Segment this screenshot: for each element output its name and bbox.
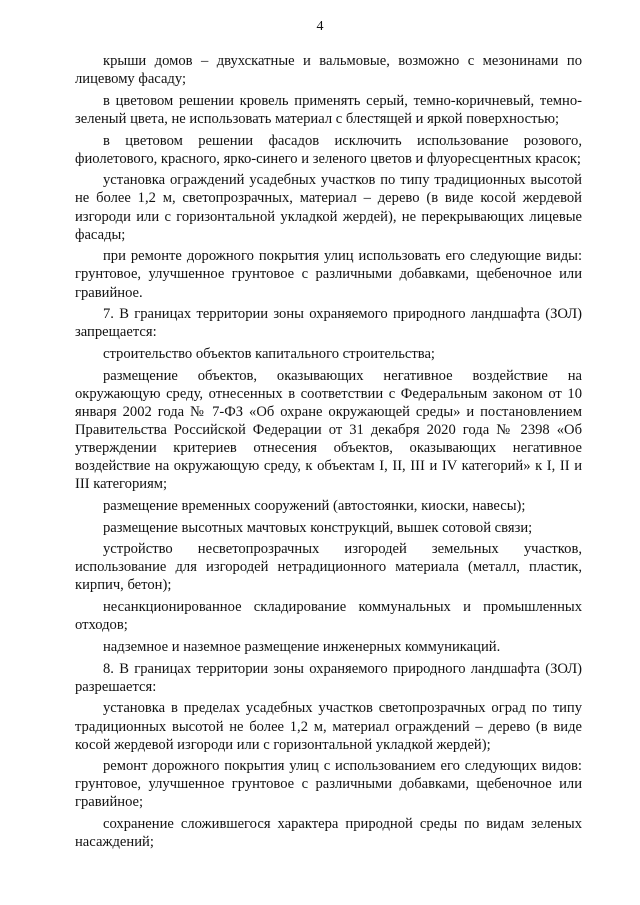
list-item-mast-structures: размещение высотных мачтовых конструкций, вышек сотовой связи; [103,519,533,536]
paragraph-road-repair: при ремонте дорожного покрытия улиц использовать его следующие виды: грунтовое, улучшенное грунтовое с различными добавками, щебеночное или гравийное. [75,248,582,301]
list-item-road-repair-allowed: ремонт дорожного покрытия улиц с использованием его следующих видов: грунтовое, улучшенное грунтовое с различными добавками, щебеночное или гравийное; [75,758,582,811]
list-item-green-spaces: сохранение сложившегося характера природной среды по видам зеленых насаждений; [75,816,582,851]
list-item-capital-construction: строительство объектов капитального строительства; [103,345,435,362]
section-7-heading: 7. В границах территории зоны охраняемого природного ландшафта (ЗОЛ) запрещается: [75,306,582,341]
list-item-temporary-structures: размещение временных сооружений (автостоянки, киоски, навесы); [103,497,526,514]
list-item-opaque-fences: устройство несветопрозрачных изгородей земельных участков, использование для изгородей нетрадиционного материала (металл, пластик, кирпич, бетон); [75,541,582,594]
paragraph-roof-shape: крыши домов – двухскатные и вальмовые, возможно с мезонинами по лицевому фасаду; [75,53,582,88]
list-item-transparent-fences: установка в пределах усадебных участков светопрозрачных оград по типу традиционных высотой не более 1,2 м, материал ограждений – дерево (в виде косой жердевой изгороди или с горизонтальной укладкой жердей); [75,700,582,753]
paragraph-fences: установка ограждений усадебных участков по типу традиционных высотой не более 1,2 м, светопрозрачных, материал – дерево (в виде косой жердевой изгороди или с горизонтальной укладкой жердей), не перекрывающих лицевые фасады; [75,172,582,243]
section-8-heading: 8. В границах территории зоны охраняемого природного ландшафта (ЗОЛ) разрешается: [75,660,582,695]
paragraph-facade-colors: в цветовом решении фасадов исключить использование розового, фиолетового, красного, ярко-синего и зеленого цветов и флуоресцентных красок; [75,132,582,167]
paragraph-roof-colors: в цветовом решении кровель применять серый, темно-коричневый, темно-зеленый цвета, не использовать материал с блестящей и яркой поверхностью; [75,92,582,127]
list-item-negative-impact-objects: размещение объектов, оказывающих негативное воздействие на окружающую среду, отнесенных в соответствии с Федеральным законом от 10 января 2002 года № 7-ФЗ «Об охране окружающей среды» и постановлением Правительства Российской Федерации от 31 декабря 2020 года № 2398 «Об утверждении критериев отнесения объектов, оказывающих негативное воздействие на окружающую среду, к объектам I, II, III и IV категорий» к I, II и III категориям; [75,367,582,493]
list-item-waste-storage: несанкционированное складирование коммунальных и промышленных отходов; [75,599,582,634]
document-body [75,52,582,855]
list-item-utilities: надземное и наземное размещение инженерных коммуникаций. [103,638,501,655]
page-number: 4 [316,19,324,34]
